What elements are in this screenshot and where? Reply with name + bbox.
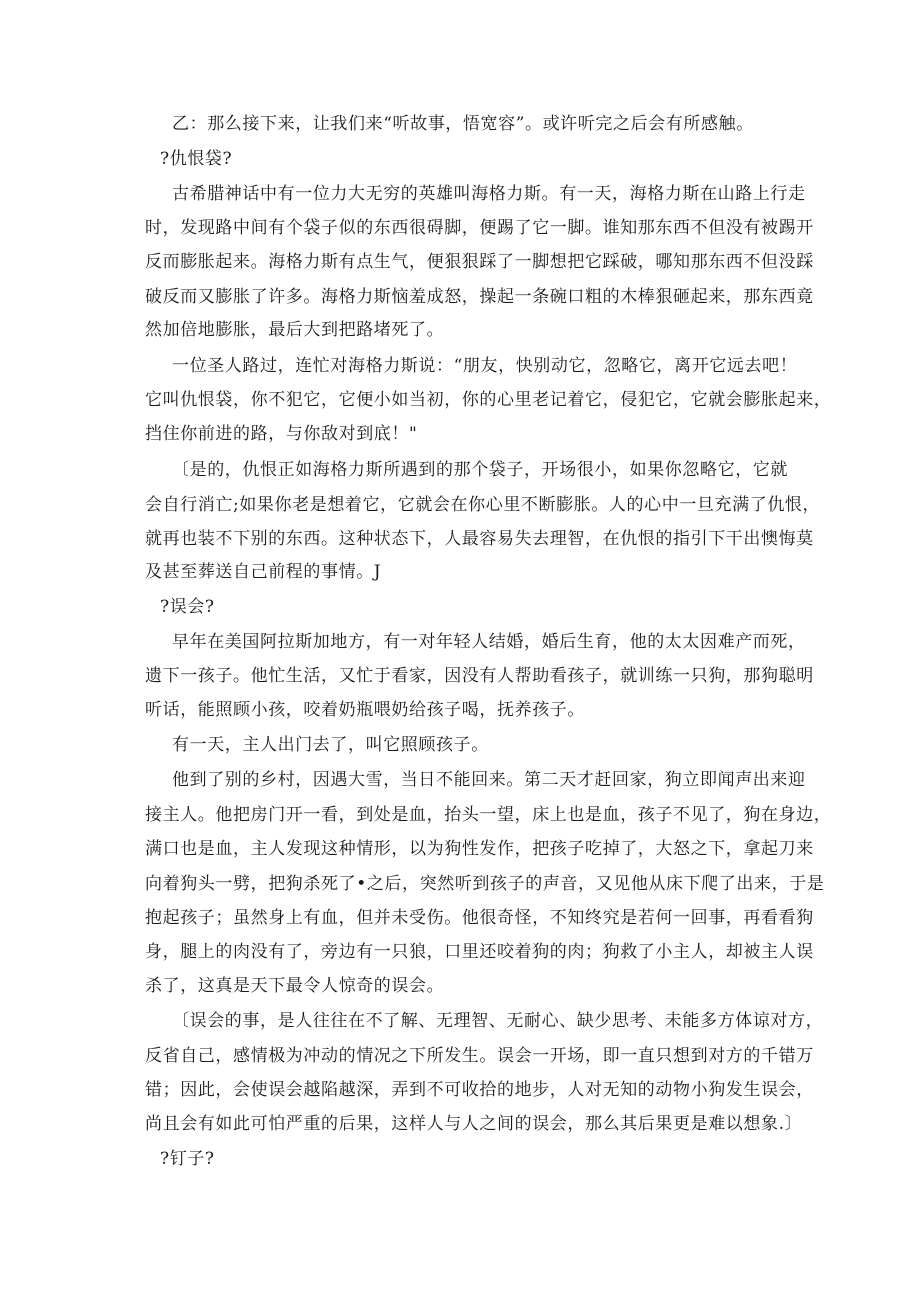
paragraph-line: 时，发现路中间有个袋子似的东西很碍脚，便踢了它一脚。谁知那东西不但没有被踢开 [145,218,814,238]
paragraph-line: 身，腿上的肉没有了，旁边有一只狼，口里还咬着狗的肉；狗救了小主人，却被主人误 [145,942,814,962]
section-heading-hatred-bag: ?仇恨袋? [160,149,233,169]
commentary-line: 〔是的，仇恨正如海格力斯所遇到的那个袋子，开场很小，如果你忽略它，它就 [172,460,788,480]
paragraph-line: 一位圣人路过，连忙对海格力斯说：“朋友，快别动它，忽略它，离开它远去吧！ [172,356,798,376]
paragraph-line: 接主人。他把房门开一看，到处是血，抬头一望，床上也是血，孩子不见了，狗在身边， [145,805,832,825]
paragraph-line: 反而膨胀起来。海格力斯有点生气，便狠狠踩了一脚想把它踩破，哪知那东西不但没踩 [145,252,814,272]
paragraph-line: 有一天，主人出门去了，叫它照顾孩子。 [172,735,489,755]
paragraph-line: 他到了别的乡村，因遇大雪，当日不能回来。第二天才赶回家，狗立即闻声出来迎 [172,770,806,790]
paragraph-line: 听话，能照顾小孩，咬着奶瓶喂奶给孩子喝，抚养孩子。 [145,700,585,720]
dialogue-line: 乙：那么接下来，让我们来“听故事，悟宽容”。或许听完之后会有所感触。 [172,114,754,134]
commentary-line: 就再也装不下别的东西。这种状态下，人最容易失去理智，在仇恨的指引下干出懊悔莫 [145,529,814,549]
paragraph-line: 早年在美国阿拉斯加地方，有一对年轻人结婚，婚后生育，他的太太因难产而死， [172,632,806,652]
paragraph-line: 满口也是血，主人发现这种情形，以为狗性发作，把孩子吃掉了，大怒之下，拿起刀来 [145,839,814,859]
commentary-line: 会自行消亡;如果你老是想着它，它就会在你心里不断膨胀。人的心中一旦充满了仇恨， [145,495,821,515]
paragraph-line: 破反而又膨胀了许多。海格力斯恼羞成怒，操起一条碗口粗的木棒狠砸起来，那东西竟 [145,287,814,307]
paragraph-line: 杀了，这真是天下最令人惊奇的误会。 [145,976,445,996]
paragraph-line: 遗下一孩子。他忙生活，又忙于看家，因没有人帮助看孩子，就训练一只狗，那狗聪明 [145,666,814,686]
section-heading-misunderstanding: ?误会? [160,597,215,617]
paragraph-line: 向着狗头一劈，把狗杀死了•之后，突然听到孩子的声音，又见他从床下爬了出来，于是 [145,874,825,894]
commentary-line: 错；因此，会使误会越陷越深，弄到不可收拾的地步，人对无知的动物小狗发生误会， [145,1080,814,1100]
commentary-line: 〔误会的事，是人往往在不了解、无理智、无耐心、缺少思考、未能多方体谅对方， [172,1011,824,1031]
paragraph-line: 古希腊神话中有一位力大无穷的英雄叫海格力斯。有一天，海格力斯在山路上行走 [172,184,806,204]
commentary-line: 尚且会有如此可怕严重的后果，这样人与人之间的误会，那么其后果更是难以想象.〕 [145,1114,803,1134]
commentary-line: 反省自己，感情极为冲动的情况之下所发生。误会一开场，即一直只想到对方的千错万 [145,1046,814,1066]
paragraph-line: 它叫仇恨袋，你不犯它，它便小如当初，你的心里老记着它，侵犯它，它就会膨胀起来， [145,390,832,410]
commentary-line: 及甚至葬送自己前程的事情。J [145,562,382,582]
paragraph-line: 挡住你前进的路，与你敌对到底！" [145,424,418,444]
paragraph-line: 抱起孩子；虽然身上有血，但并未受伤。他很奇怪，不知终究是若何一回事，再看看狗 [145,908,814,928]
section-heading-nails: ?钉子? [160,1149,215,1169]
paragraph-line: 然加倍地膨胀，最后大到把路堵死了。 [145,320,445,340]
